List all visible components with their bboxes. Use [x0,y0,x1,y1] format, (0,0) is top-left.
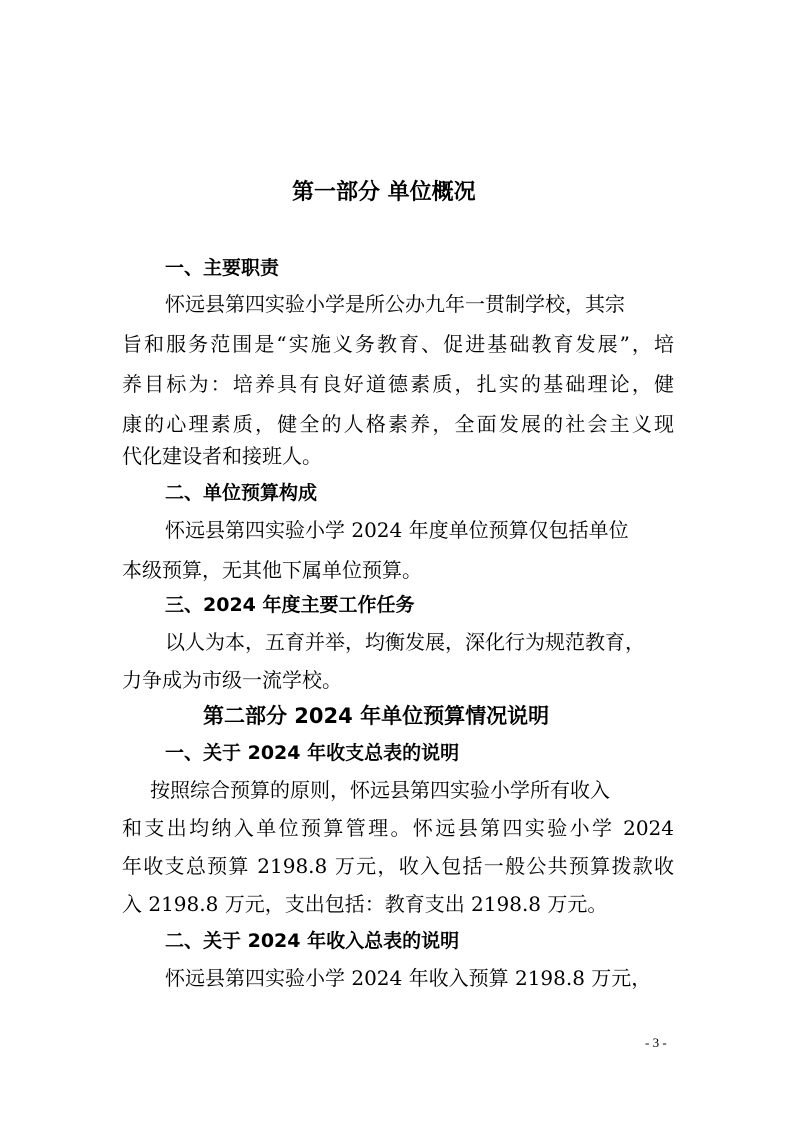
paragraph-line: 代化建设者和接班人。 [122,444,322,468]
section-heading-duties: 一、主要职责 [165,257,280,279]
paragraph-line: 康的心理素质，健全的人格素养，全面发展的社会主义现 [122,412,674,436]
paragraph-line: 养目标为：培养具有良好道德素质，扎实的基础理论，健 [122,372,674,396]
paragraph-line: 怀远县第四实验小学 2024 年收入预算 2198.8 万元， [165,966,652,990]
part2-title: 第二部分 2024 年单位预算情况说明 [203,704,550,728]
paragraph-line: 年收支总预算 2198.8 万元，收入包括一般公共预算拨款收 [122,854,674,878]
page-number: - 3 - [645,1035,667,1050]
paragraph-line: 按照综合预算的原则，怀远县第四实验小学所有收入 [150,778,610,802]
paragraph-line: 入 2198.8 万元，支出包括：教育支出 2198.8 万元。 [122,892,608,916]
part1-title: 第一部分 单位概况 [292,180,476,205]
paragraph-line: 和支出均纳入单位预算管理。怀远县第四实验小学 2024 [122,816,674,840]
paragraph-line: 怀远县第四实验小学 2024 年度单位预算仅包括单位 [165,518,629,542]
section-heading-income-table: 二、关于 2024 年收入总表的说明 [165,930,460,952]
section-heading-summary-table: 一、关于 2024 年收支总表的说明 [165,742,460,764]
paragraph-line: 怀远县第四实验小学是所公办九年一贯制学校，其宗 [165,292,625,316]
paragraph-line: 旨和服务范围是“实施义务教育、促进基础教育发展”，培 [122,332,674,356]
section-heading-main-tasks: 三、2024 年度主要工作任务 [165,594,415,616]
section-heading-budget-composition: 二、单位预算构成 [165,482,318,504]
paragraph-line: 以人为本，五育并举，均衡发展，深化行为规范教育， [165,630,645,654]
paragraph-line: 力争成为市级一流学校。 [122,668,342,692]
paragraph-line: 本级预算，无其他下属单位预算。 [122,558,422,582]
